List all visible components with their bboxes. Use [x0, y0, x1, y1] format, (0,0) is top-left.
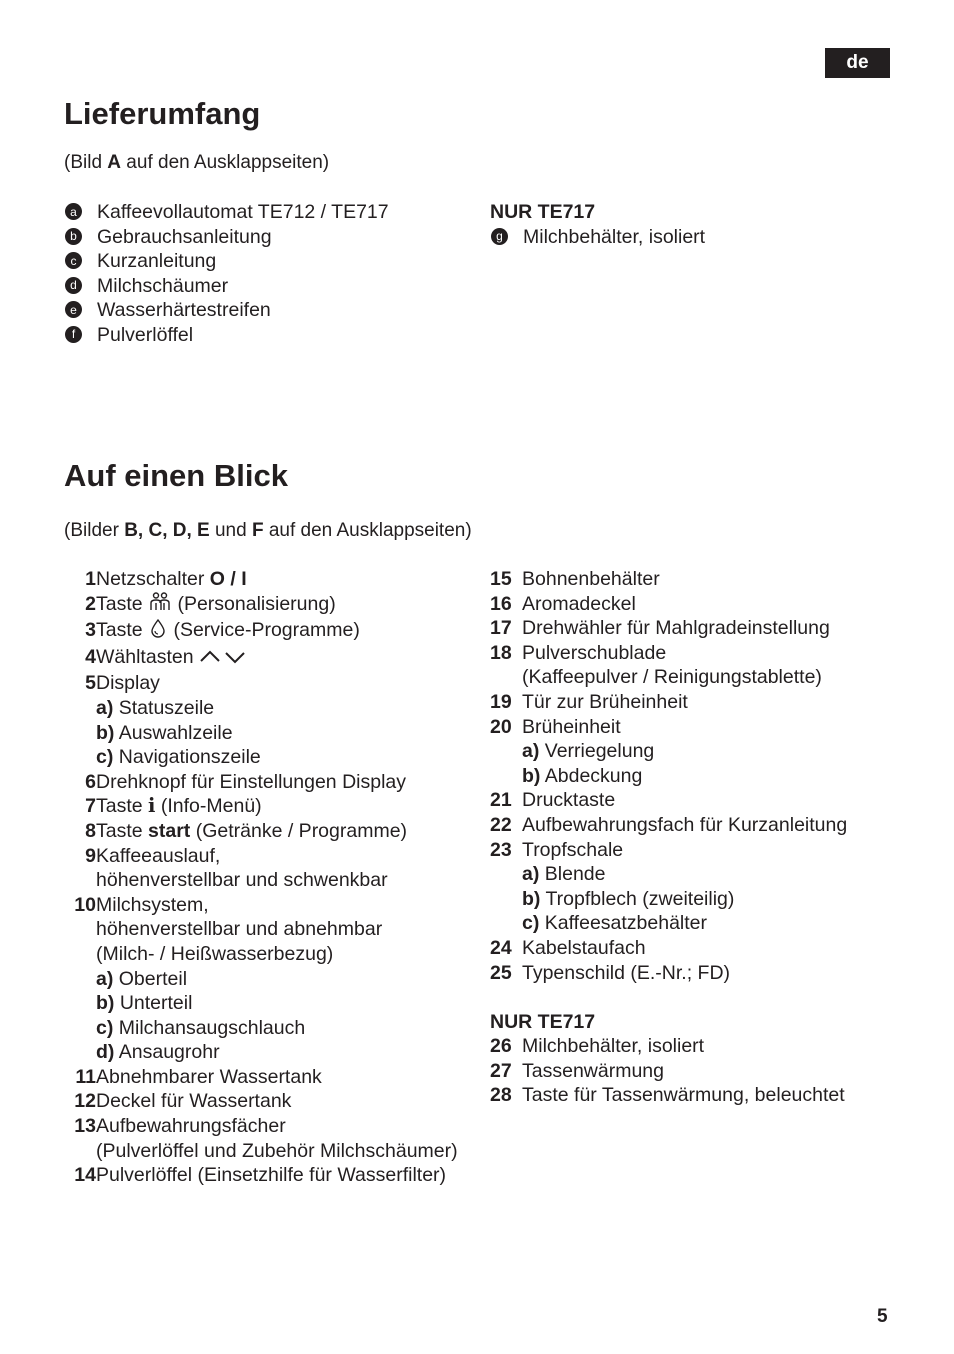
- list-item: [64, 893, 458, 918]
- item-number: 15: [490, 568, 512, 590]
- model-heading: NUR TE717: [490, 1010, 596, 1033]
- intro-text: (Bilder: [64, 520, 125, 541]
- item-text: Drehwähler für Mahlgradeinstellung: [522, 617, 830, 640]
- item-text: Aromadeckel: [522, 592, 636, 615]
- list-item: [490, 961, 847, 986]
- list-item: [64, 819, 458, 844]
- list-item: [64, 1089, 458, 1114]
- list-item: [64, 274, 389, 299]
- list-item: [490, 225, 705, 250]
- item-text: Verriegelung: [539, 740, 655, 763]
- letter-badge: e: [65, 301, 82, 318]
- sub-item: [490, 739, 847, 764]
- intro-text: auf den Ausklappseiten): [263, 520, 472, 541]
- delivery-list: [64, 200, 389, 348]
- item-text: Pulverlöffel: [97, 323, 194, 346]
- item-text: Kaffeevollautomat TE712 / TE717: [97, 201, 389, 223]
- list-item: [64, 225, 389, 250]
- service-icon: [148, 618, 168, 645]
- item-keyword: start: [148, 819, 191, 842]
- item-number: 13: [74, 1115, 96, 1138]
- item-number: 16: [490, 592, 512, 615]
- item-text: Kaffeeauslauf,: [96, 844, 221, 867]
- letter-badge: c: [65, 252, 82, 269]
- item-continuation: (Milch- / Heißwasserbezug): [96, 942, 334, 965]
- list-item: [64, 645, 458, 672]
- item-text: (Info-Menü): [155, 795, 262, 818]
- list-item: [64, 249, 389, 274]
- list-item: [64, 1065, 458, 1090]
- item-continuation: höhenverstellbar und schwenkbar: [96, 869, 388, 892]
- sub-item: [64, 991, 458, 1016]
- section-title-auf-einen-blick: Auf einen Blick: [64, 458, 288, 493]
- list-item: [490, 715, 847, 740]
- item-number: 27: [490, 1059, 512, 1082]
- intro-text: (Bild: [64, 152, 108, 173]
- page-number: 5: [877, 1306, 888, 1327]
- item-number: 17: [490, 617, 512, 640]
- item-continuation: (Pulverlöffel und Zubehör Milchschäumer): [96, 1139, 458, 1162]
- list-item: [490, 1083, 847, 1108]
- list-item: [490, 1034, 847, 1059]
- item-text: Abdeckung: [540, 764, 643, 787]
- list-item: [64, 618, 458, 645]
- list-item: [64, 1163, 458, 1188]
- item-text: Navigationszeile: [113, 746, 261, 769]
- item-text: Taste: [96, 819, 149, 842]
- list-item: [64, 770, 458, 795]
- item-text: Wähltasten: [96, 645, 199, 668]
- personalisation-icon: [148, 592, 172, 619]
- item-number: 18: [490, 641, 512, 664]
- sub-item: [490, 764, 847, 789]
- list-item: [64, 200, 389, 225]
- sub-item: [490, 862, 847, 887]
- item-number: 11: [75, 1065, 96, 1088]
- sub-label: a): [96, 696, 114, 719]
- item-text: Unterteil: [114, 992, 193, 1015]
- item-number: 24: [490, 936, 512, 959]
- item-continuation: höhenverstellbar und abnehmbar: [96, 918, 383, 941]
- language-badge: de: [825, 48, 890, 78]
- up-down-arrows-icon: [199, 647, 247, 672]
- item-number: 21: [490, 789, 512, 812]
- item-number: 14: [74, 1164, 96, 1187]
- sub-label: d): [96, 1041, 115, 1064]
- list-item: [64, 794, 458, 819]
- item-number: 20: [490, 715, 512, 738]
- list-item: [64, 298, 389, 323]
- sub-item: [64, 745, 458, 770]
- item-number: 10: [74, 893, 96, 916]
- item-continuation: (Kaffeepulver / Reinigungstablette): [522, 666, 822, 689]
- item-number: 3: [85, 619, 96, 642]
- item-text: Aufbewahrungsfächer: [96, 1115, 286, 1138]
- item-text: Kaffeesatzbehälter: [539, 912, 708, 935]
- item-text: Pulverlöffel (Einsetzhilfe für Wasserfilter): [96, 1164, 447, 1187]
- item-text: Drehknopf für Einstellungen Display: [96, 770, 407, 793]
- list-item: [64, 844, 458, 869]
- model-heading: NUR TE717: [490, 201, 596, 223]
- letter-badge: d: [65, 277, 82, 294]
- item-text: Aufbewahrungsfach für Kurzanleitung: [522, 813, 848, 836]
- item-number: 5: [85, 672, 96, 695]
- item-text: Tropfschale: [522, 838, 624, 861]
- info-icon: i: [148, 794, 156, 818]
- letter-badge: f: [65, 326, 82, 343]
- item-text: Gebrauchsanleitung: [97, 225, 272, 248]
- item-text: Bohnenbehälter: [522, 568, 660, 590]
- intro-text: und: [209, 520, 252, 541]
- item-text: Taste: [96, 592, 149, 615]
- list-item: [490, 641, 847, 666]
- item-text: Ansaugrohr: [114, 1041, 220, 1064]
- sub-label: c): [96, 1016, 114, 1039]
- sub-item: [490, 911, 847, 936]
- list-item: [64, 671, 458, 696]
- sub-item: [64, 967, 458, 992]
- list-item: [64, 592, 458, 619]
- sub-label: b): [522, 764, 541, 787]
- sub-item: [64, 1040, 458, 1065]
- sub-label: b): [96, 721, 115, 744]
- section-title-lieferumfang: Lieferumfang: [64, 96, 261, 131]
- list-item: [490, 1059, 847, 1084]
- delivery-list-te717: [490, 200, 705, 249]
- list-item: [64, 567, 458, 592]
- item-text: Tropfblech (zweiteilig): [540, 887, 735, 910]
- item-text: Taste: [96, 795, 149, 818]
- item-number: 1: [85, 568, 96, 590]
- item-text: Tür zur Brüheinheit: [522, 690, 688, 713]
- item-text: Brüheinheit: [522, 715, 621, 738]
- letter-badge: a: [65, 203, 82, 220]
- letter-badge: g: [491, 228, 508, 245]
- intro-figure-ref: A: [107, 152, 122, 173]
- sub-label: b): [96, 992, 115, 1015]
- sub-item: [490, 887, 847, 912]
- sub-label: a): [522, 740, 540, 763]
- item-text: Blende: [539, 863, 606, 886]
- item-text: Oberteil: [113, 967, 188, 990]
- item-text: Milchschäumer: [97, 274, 229, 297]
- list-item: [490, 813, 847, 838]
- list-item: [490, 690, 847, 715]
- item-text: Abnehmbarer Wassertank: [96, 1065, 322, 1088]
- list-item: [490, 592, 847, 617]
- item-text: Drucktaste: [522, 789, 616, 812]
- item-text: Taste: [96, 619, 149, 642]
- item-number: 6: [85, 770, 96, 793]
- list-item: [490, 616, 847, 641]
- spacer: [490, 985, 847, 1010]
- list-item: [490, 567, 847, 592]
- sub-label: a): [96, 967, 114, 990]
- item-text: Statuszeile: [113, 696, 215, 719]
- item-text: Milchansaugschlauch: [113, 1016, 306, 1039]
- section-intro: [64, 152, 329, 174]
- item-number: 9: [85, 844, 96, 867]
- item-number: 19: [490, 690, 512, 713]
- item-text: Milchsystem,: [96, 893, 209, 916]
- parts-list-left: [64, 567, 458, 1188]
- list-item: [64, 1114, 458, 1139]
- item-text: Milchbehälter, isoliert: [523, 225, 706, 248]
- item-text: Kabelstaufach: [522, 936, 646, 959]
- list-item: [490, 936, 847, 961]
- item-text: Tassenwärmung: [522, 1059, 664, 1082]
- intro-figure-ref: B, C, D, E: [124, 520, 210, 541]
- sub-item: [64, 1016, 458, 1041]
- parts-list-right: [490, 567, 847, 1108]
- sub-item: [64, 721, 458, 746]
- item-number: 7: [85, 795, 96, 818]
- item-text: Netzschalter: [96, 568, 210, 590]
- item-text: Auswahlzeile: [114, 721, 233, 744]
- item-text: Kurzanleitung: [97, 250, 217, 273]
- item-text: Deckel für Wassertank: [96, 1090, 292, 1113]
- list-item: [64, 323, 389, 348]
- item-number: 2: [85, 592, 96, 615]
- item-text: Taste für Tassenwärmung, beleuchtet: [522, 1084, 845, 1107]
- letter-badge: b: [65, 228, 82, 245]
- section-intro: [64, 520, 472, 542]
- item-text: Display: [96, 672, 160, 695]
- sub-label: a): [522, 863, 540, 886]
- item-text: Wasserhärtestreifen: [97, 299, 271, 322]
- item-number: 26: [490, 1035, 512, 1058]
- sub-item: [64, 696, 458, 721]
- item-symbol: O / I: [209, 568, 247, 590]
- item-number: 4: [85, 645, 96, 668]
- intro-text: auf den Ausklappseiten): [121, 152, 330, 173]
- item-text: (Personalisierung): [172, 592, 336, 615]
- item-text: Milchbehälter, isoliert: [522, 1035, 705, 1058]
- sub-label: b): [522, 887, 541, 910]
- item-number: 22: [490, 813, 512, 836]
- item-text: Typenschild (E.-Nr.; FD): [522, 961, 731, 984]
- item-text: (Getränke / Programme): [190, 819, 408, 842]
- list-item: [490, 788, 847, 813]
- item-number: 12: [74, 1090, 96, 1113]
- item-number: 28: [490, 1084, 512, 1107]
- intro-figure-ref: F: [251, 520, 264, 541]
- sub-label: c): [96, 746, 114, 769]
- sub-label: c): [522, 912, 540, 935]
- item-number: 23: [490, 838, 512, 861]
- item-number: 25: [490, 961, 512, 984]
- list-item: [490, 838, 847, 863]
- item-text: (Service-Programme): [168, 619, 360, 642]
- item-number: 8: [85, 819, 96, 842]
- item-text: Pulverschublade: [522, 641, 667, 664]
